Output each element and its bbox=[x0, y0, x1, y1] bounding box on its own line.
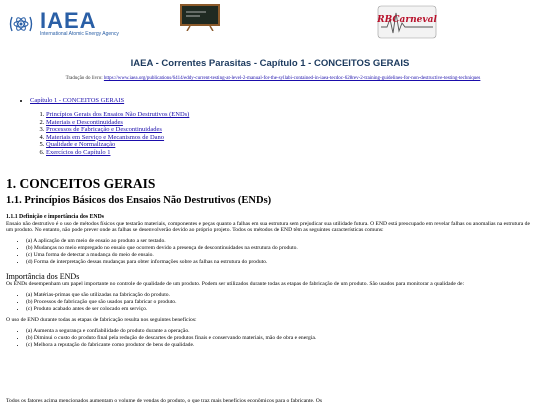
chapter-heading: 1. CONCEITOS GERAIS bbox=[6, 176, 156, 191]
list-item bbox=[46, 141, 189, 149]
source-label: Tradução do livro: bbox=[65, 76, 103, 81]
list-item: • (d) Forma de interpretação dessas mudanças para obter informações sobre as falhas na estrutura do produto. bbox=[26, 259, 532, 266]
rbcarneval-logo[interactable] bbox=[377, 5, 437, 39]
benefits-list bbox=[20, 328, 532, 349]
toc-top-item bbox=[30, 97, 189, 157]
toc-link[interactable]: Qualidade e Normalização bbox=[46, 141, 116, 149]
toc-link[interactable]: Materiais em Serviço e Mecanismos de Dano bbox=[46, 133, 165, 141]
list-item: • (c) Melhora a reputação do fabricante como produtor de bens de qualidade. bbox=[26, 342, 532, 349]
table-of-contents bbox=[20, 97, 189, 157]
list-item: • (a) A aplicação de um meio de ensaio ao produto a ser testado. bbox=[26, 238, 532, 245]
atom-emblem-icon bbox=[6, 9, 36, 39]
toc-link-chapter[interactable]: Capítulo 1 - CONCEITOS GERAIS bbox=[30, 97, 125, 104]
list-item: • (b) Processos de fabricação que são usados para fabricar o produto. bbox=[26, 299, 532, 306]
source-line bbox=[8, 76, 538, 82]
list-item bbox=[46, 111, 189, 119]
iaea-logo[interactable] bbox=[6, 6, 136, 42]
list-item bbox=[46, 149, 189, 157]
quality-list bbox=[20, 292, 532, 313]
toc-top-list bbox=[20, 97, 189, 157]
rbc-logo-text: RBCarneval bbox=[377, 15, 437, 25]
subsection-heading: 1.1.1 Definição e importância dos ENDs bbox=[6, 214, 105, 220]
paragraph: Os ENDs desempenham um papel importante no controle de qualidade de um produto. Podem ser utilizados durante todas as etapas de fabricação de um produto. São usados para monitorar a qualidade de: bbox=[6, 281, 465, 288]
paragraph: Ensaio não destrutivo é o uso de métodos físicos que testarão materiais, componentes e peças quanto a falhas em sua estrutura sem prejudicar sua utilidade futura. O END está preocupado em revelar falhas ou anomalias na estrutura de um produto. No entanto, não pode prever onde as falhas se desenvolverão devido ao próprio projeto. Todos os métodos de END têm as seguintes características comuns: bbox=[6, 220, 530, 234]
header bbox=[0, 0, 540, 48]
page-title: IAEA - Correntes Parasitas - Capítulo 1 - CONCEITOS GERAIS bbox=[130, 58, 410, 69]
importance-heading: Importância dos ENDs bbox=[6, 272, 80, 282]
toc-link[interactable]: Princípios Gerais dos Ensaios Não Destrutivos (ENDs) bbox=[46, 111, 190, 118]
iaea-name: IAEA bbox=[40, 7, 97, 33]
list-item: • (b) Diminui o custo do produto final pela redução de descartes de produtos finais e conservando materiais, mão de obra e energia. bbox=[26, 335, 532, 342]
toc-link[interactable]: Materiais e Descontinuidades bbox=[46, 118, 123, 126]
list-item: • (a) Matérias-primas que são utilizadas na fabricação do produto. bbox=[26, 292, 532, 299]
characteristics-list bbox=[20, 238, 532, 266]
chalkboard-icon bbox=[176, 3, 224, 31]
list-item bbox=[46, 134, 189, 142]
paragraph: O uso de END durante todas as etapas de fabricação resulta nos seguintes benefícios: bbox=[6, 316, 197, 323]
section-content bbox=[6, 214, 532, 353]
section-heading: 1.1. Princípios Básicos dos Ensaios Não Destrutivos (ENDs) bbox=[6, 195, 272, 206]
list-item bbox=[46, 119, 189, 127]
toc-list bbox=[40, 111, 189, 157]
list-item: • (c) Uma forma de detectar a mudança do meio de ensaio. bbox=[26, 252, 532, 259]
iaea-subtitle: International Atomic Energy Agency bbox=[40, 30, 119, 37]
toc-link[interactable]: Exercícios do Capítulo 1 bbox=[46, 148, 111, 156]
source-link[interactable]: https://www.iaea.org/publications/6414/eddy-current-testing-at-level-2-manual-for-the-syllabi-contained-in-iaea-tecdoc-628rev-2-training-guidelines-for-non-destructive-testing-techniques bbox=[103, 76, 481, 81]
list-item: • (c) Produto acabado antes de ser colocado em serviço. bbox=[26, 306, 532, 313]
list-item: • (b) Mudanças no meio empregado no ensaio que ocorrem devido a presença de descontinuidades na estrutura do produto. bbox=[26, 245, 532, 252]
paragraph-cutoff: Todos os fatores acima mencionados aumentam o volume de vendas do produto, o que traz mais benefícios econômicos para o fabricante. Os bbox=[6, 398, 323, 403]
list-item bbox=[46, 126, 189, 134]
toc-link[interactable]: Processos de Fabricação e Descontinuidades bbox=[46, 126, 162, 134]
list-item: • (a) Aumenta a segurança e confiabilidade do produto durante a operação. bbox=[26, 328, 532, 335]
